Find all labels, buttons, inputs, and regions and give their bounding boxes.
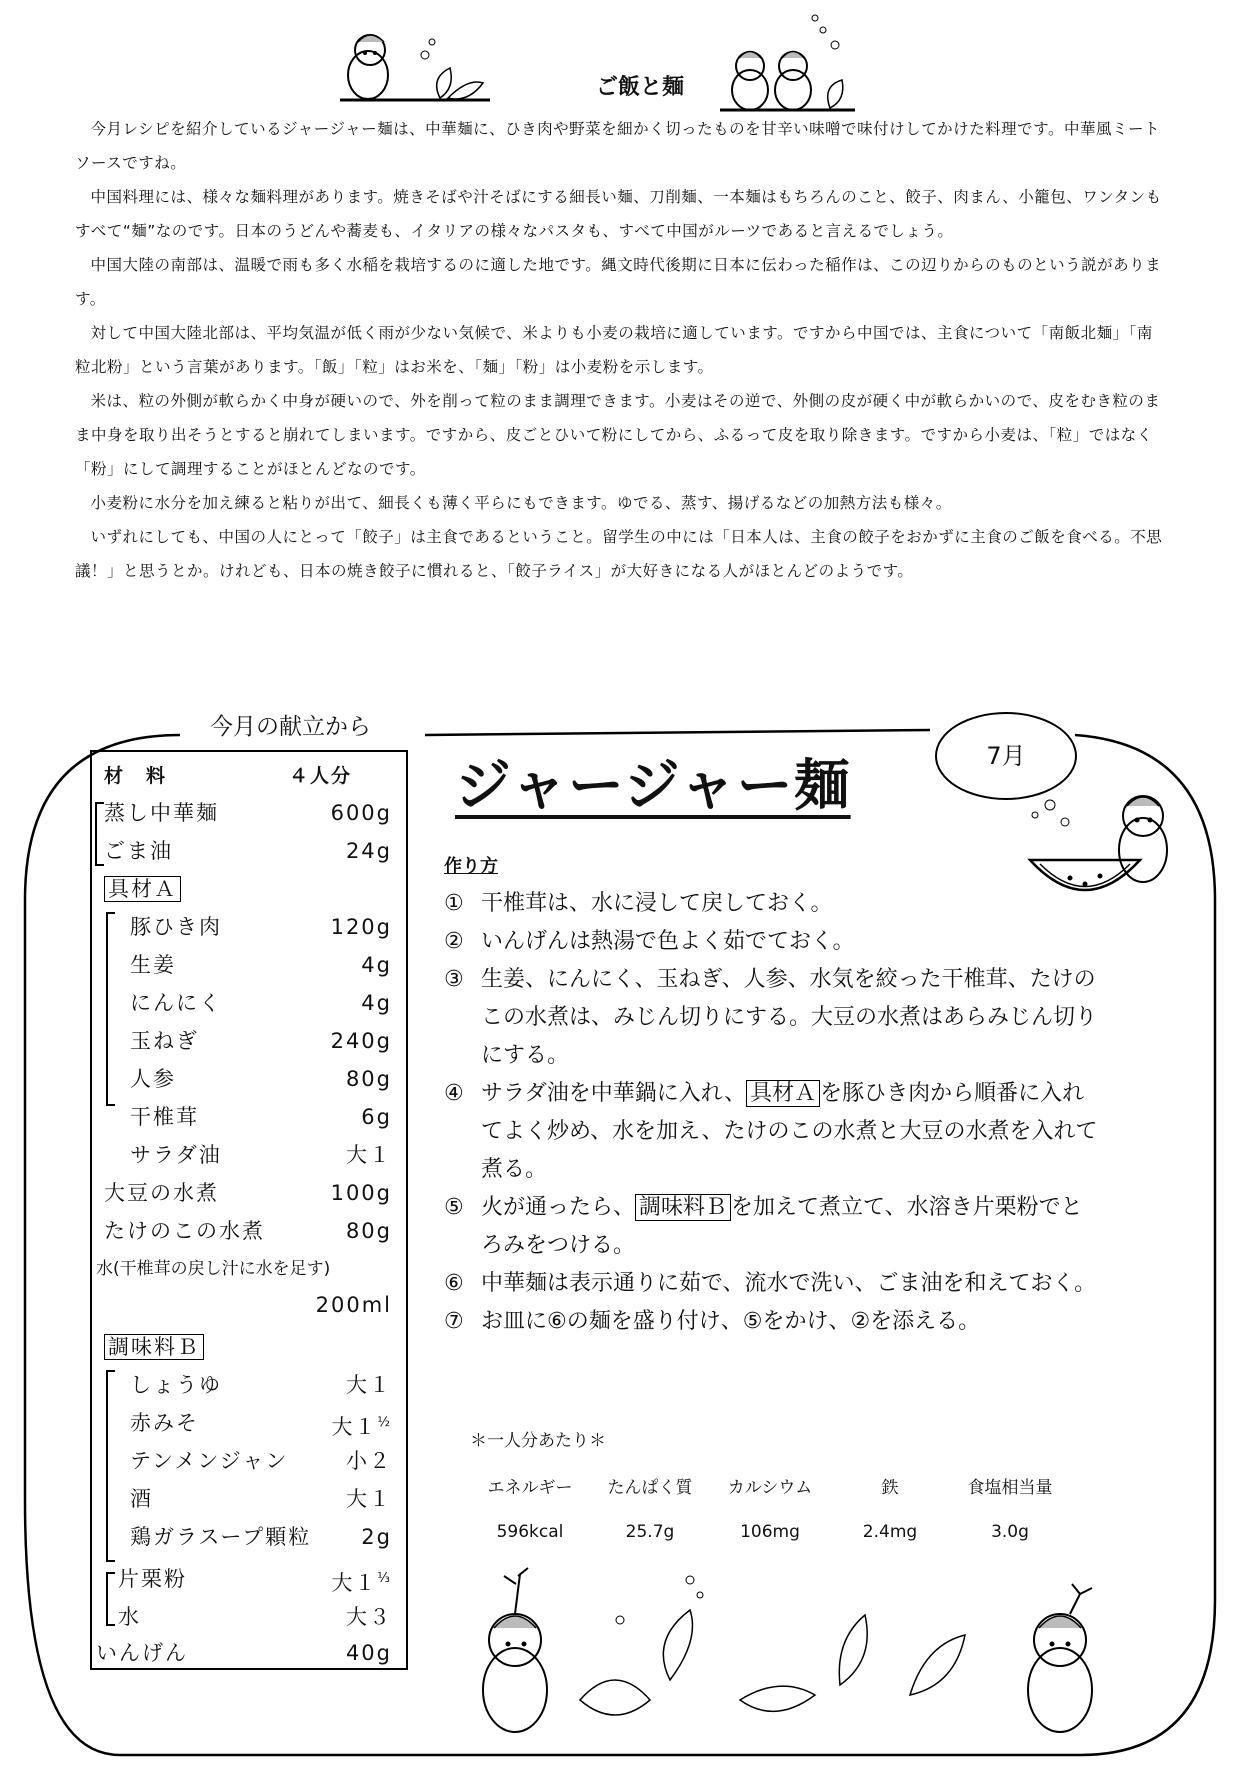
ingredient-row: ごま油 24g — [104, 839, 392, 863]
nutrition-header: カルシウム — [727, 1478, 813, 1498]
ingredient-header-label: 材 料 — [104, 765, 168, 787]
ladybugs-and-leaves-illustration — [470, 1540, 1130, 1750]
nutrition-header: 食塩相当量 — [967, 1478, 1053, 1498]
ladybug-characters-illustration-right — [715, 10, 865, 120]
recipe-step: ① 干椎茸は、水に浸して戻しておく。 — [444, 891, 833, 916]
nutrition-value: 25.7g — [625, 1522, 675, 1542]
group-a-ref: 具材Ａ — [746, 1080, 820, 1107]
ladybug-character-illustration-left — [330, 20, 500, 110]
nutrition-header-row — [470, 1473, 1110, 1498]
recipe-step: ⑤ 火が通ったら、 調味料Ｂ を加えて煮立て、水溶き片栗粉でとろみをつける。 — [444, 1195, 1083, 1258]
recipe-title: ジャージャー麺 — [455, 754, 851, 819]
ingredient-row: にんにく 4g — [130, 991, 392, 1015]
ingredient-row: 鶏ガラスープ顆粒 2g — [130, 1525, 392, 1549]
ingredient-row: 赤みそ 大$1^{\frac{1}{2}}$ — [130, 1411, 392, 1439]
recipe-step: ⑦ お皿に⑥の麺を盛り付け、⑤をかけ、②を添える。 — [444, 1309, 981, 1334]
ingredient-row: 生姜 4g — [130, 953, 392, 977]
nutrition-value: 2.4mg — [862, 1522, 918, 1542]
essay-paragraph: 対して中国大陸北部は、平均気温が低く雨が少ない気候で、米よりも小麦の栽培に適しています。ですから中国では、主食について「南飯北麺」「南粒北粉」という言葉があります。「飯」「粒」はお米を、「麺」「粉」は小麦粉を示します。 — [75, 324, 1153, 376]
method-heading: 作り方 — [444, 856, 498, 877]
nutrition-label: ＊一人分あたり＊ — [470, 1431, 606, 1451]
essay-body — [75, 112, 1165, 588]
essay-paragraph: いずれにしても、中国の人にとって「餃子」は主食であるということ。留学生の中には「日本人は、主食の餃子をおかずに主食のご飯を食べる。不思議！」と思うとか。けれども、日本の焼き餃子に慣れると、「餃子ライス」が大好きになる人がほとんどのようです。 — [75, 528, 1163, 580]
recipe-step: ② いんげんは熱湯で色よく茹でておく。 — [444, 929, 855, 954]
nutrition-table — [470, 1426, 1110, 1542]
nutrition-header: 鉄 — [881, 1478, 899, 1498]
ingredient-row: 水 大３ — [118, 1605, 392, 1629]
ingredient-row: サラダ油 大１ — [130, 1143, 392, 1167]
ingredient-header — [92, 757, 392, 795]
ingredient-row: しょうゆ 大１ — [130, 1373, 392, 1397]
water-amount: 200ml — [315, 1293, 392, 1317]
section-title: ご飯と麺 — [595, 75, 684, 100]
group-b-ref: 調味料Ｂ — [635, 1194, 731, 1221]
group-b-label-row — [92, 1328, 392, 1366]
ingredient-row: たけのこの水煮 80g — [104, 1219, 392, 1243]
essay-paragraph: 米は、粒の外側が軟らかく中身が硬いので、外を削って粒のまま調理できます。小麦はその逆で、外側の皮が硬く中が軟らかいので、皮をむき粒のまま中身を取り出そうとすると崩れてしまいます。ですから、皮ごとひいて粉にしてから、ふるって皮を取り除きます。ですから小麦は、「粒」ではなく「粉」にして調理することがほとんどなのです。 — [75, 392, 1161, 478]
nutrition-value: 596kcal — [496, 1522, 564, 1542]
recipe-step: ⑥ 中華麺は表示通りに茹で、流水で洗い、ごま油を和えておく。 — [444, 1271, 1097, 1296]
ingredient-row: テンメンジャン 小２ — [130, 1449, 392, 1473]
group-b-label: 調味料Ｂ — [104, 1334, 204, 1360]
recipe-steps — [444, 885, 1104, 1341]
water-note-row — [92, 1250, 392, 1288]
ingredient-row: いんげん 40g — [96, 1641, 392, 1665]
recipe-step: ③ 生姜、にんにく、玉ねぎ、人参、水気を絞った干椎茸、たけのこの水煮は、みじん切りにする。大豆の水煮はあらみじん切りにする。 — [444, 967, 1098, 1068]
essay-paragraph: 今月レシピを紹介しているジャージャー麺は、中華麺に、ひき肉や野菜を細かく切ったものを甘辛い味噌で味付けしてかけた料理です。中華風ミートソースですね。 — [75, 120, 1160, 172]
ingredient-row: 玉ねぎ 240g — [130, 1029, 392, 1053]
ingredient-row: 豚ひき肉 120g — [130, 915, 392, 939]
nutrition-header: エネルギー — [487, 1478, 573, 1498]
ingredient-row: 酒 大１ — [130, 1487, 392, 1511]
group-a-label: 具材Ａ — [104, 876, 181, 902]
ingredient-row: 干椎茸 6g — [130, 1105, 392, 1129]
water-note: 水(干椎茸の戻し汁に水を足す) — [96, 1259, 331, 1279]
ingredient-row: 蒸し中華麺 600g — [104, 801, 392, 825]
nutrition-value: 3.0g — [991, 1522, 1029, 1542]
ingredient-list — [90, 750, 408, 1670]
month-badge: 7月 — [935, 712, 1077, 800]
nutrition-header: たんぱく質 — [607, 1478, 693, 1498]
ingredient-row: 片栗粉 大$1^{\frac{1}{3}}$ — [118, 1567, 392, 1595]
nutrition-value: 106mg — [740, 1522, 800, 1542]
ingredient-row — [92, 1286, 392, 1324]
essay-paragraph: 中国料理には、様々な麺料理があります。焼きそばや汁そばにする細長い麺、刀削麺、一本麺はもちろんのこと、餃子、肉まん、小籠包、ワンタンもすべて“麺”なのです。日本のうどんや蕎麦も、イタリアの様々なパスタも、すべて中国がルーツであると言えるでしょう。 — [75, 188, 1162, 240]
ingredient-row: 人参 80g — [130, 1067, 392, 1091]
ingredient-row: 大豆の水煮 100g — [104, 1181, 392, 1205]
group-a-label-row — [92, 870, 392, 908]
ingredient-header-serving: ４人分 — [288, 765, 352, 787]
essay-paragraph: 中国大陸の南部は、温暖で雨も多く水稲を栽培するのに適した地です。縄文時代後期に日本に伝わった稲作は、この辺りからのものという説があります。 — [75, 256, 1162, 308]
essay-paragraph: 小麦粉に水分を加え練ると粘りが出て、細長くも薄く平らにもできます。ゆでる、蒸す、揚げるなどの加熱方法も様々。 — [90, 494, 952, 512]
menu-box-heading: 今月の献立から — [200, 712, 381, 742]
recipe-step: ④ サラダ油を中華鍋に入れ、 具材Ａ を豚ひき肉から順番に入れてよく炒め、水を加え、たけのこの水煮と大豆の水煮を入れて煮る。 — [444, 1081, 1098, 1182]
nutrition-value-row — [470, 1522, 1110, 1542]
